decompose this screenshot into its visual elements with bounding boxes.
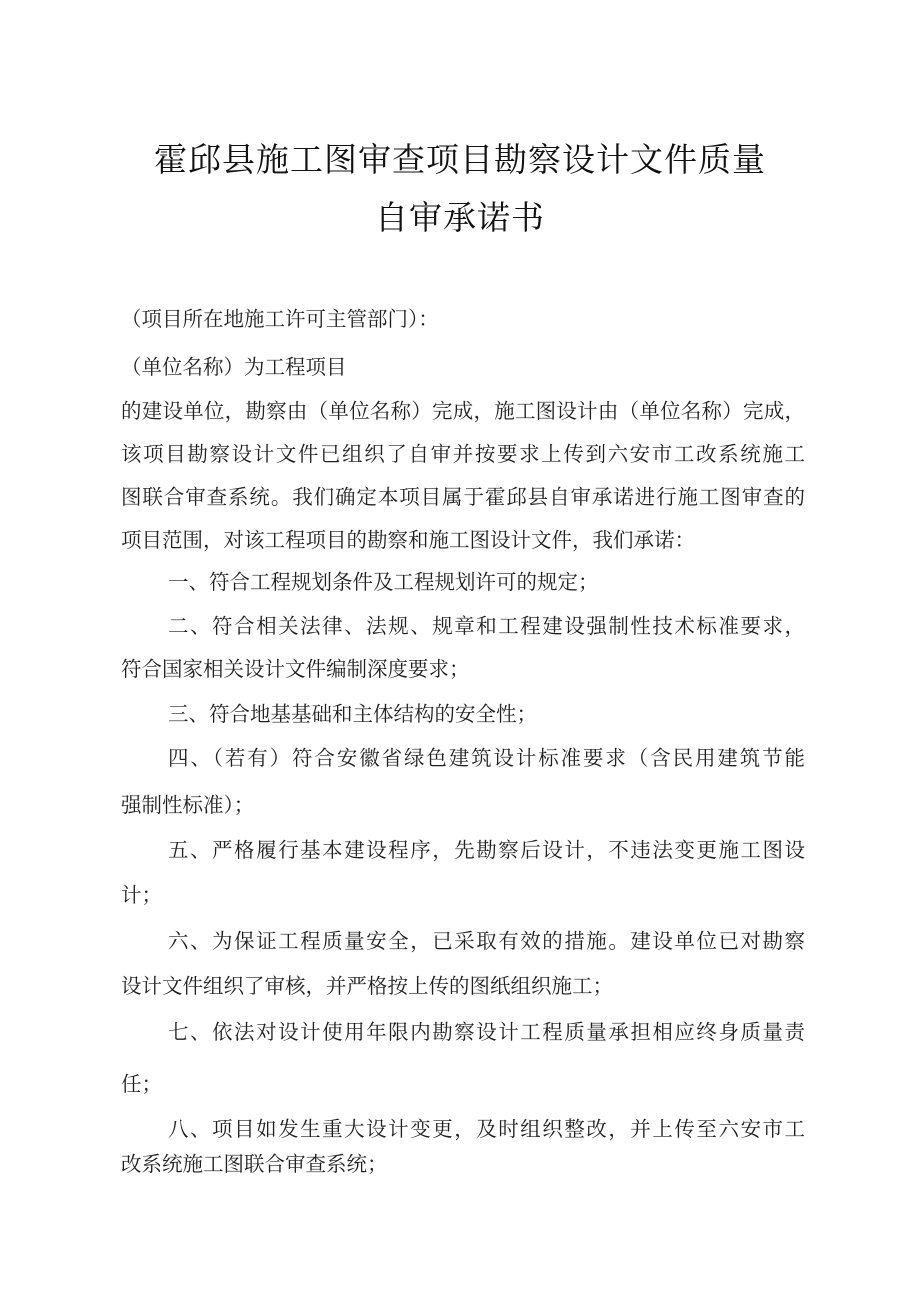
addressee-line: （项目所在地施工许可主管部门）： — [121, 307, 439, 331]
commitment-item-3: 三、符合地基基础和主体结构的安全性； — [168, 702, 537, 726]
intro-line: 图联合审查系统。我们确定本项目属于霍邱县自审承诺进行施工图审查的 — [121, 485, 805, 509]
commitment-item-2: 二、符合相关法律、法规、规章和工程建设强制性技术标准要求， — [168, 614, 805, 638]
commitment-item-5-continued: 计； — [121, 883, 162, 907]
intro-line: 的建设单位，勘察由（单位名称）完成，施工图设计由（单位名称）完成， — [121, 399, 805, 423]
intro-line: 项目范围，对该工程项目的勘察和施工图设计文件，我们承诺： — [121, 528, 695, 552]
commitment-item-6: 六、为保证工程质量安全，已采取有效的措施。建设单位已对勘察 — [168, 929, 805, 953]
commitment-item-7: 七、依法对设计使用年限内勘察设计工程质量承担相应终身质量责 — [168, 1020, 805, 1044]
commitment-item-4-continued: 强制性标准）； — [121, 793, 255, 817]
commitment-item-7-continued: 任； — [121, 1072, 162, 1096]
commitment-item-5: 五、严格履行基本建设程序，先勘察后设计，不违法变更施工图设 — [168, 838, 805, 862]
commitment-item-6-continued: 设计文件组织了审核，并严格按上传的图纸组织施工； — [121, 974, 613, 998]
commitment-item-1: 一、符合工程规划条件及工程规划许可的规定； — [168, 570, 599, 594]
commitment-item-8-continued: 改系统施工图联合审查系统； — [121, 1152, 388, 1176]
unit-name-line: （单位名称）为工程项目 — [121, 355, 347, 379]
intro-line: 该项目勘察设计文件已组织了自审并按要求上传到六安市工改系统施工 — [121, 442, 805, 466]
commitment-item-4: 四、（若有）符合安徽省绿色建筑设计标准要求（含民用建筑节能 — [168, 746, 805, 770]
document-title-line-1: 霍邱县施工图审查项目勘察设计文件质量 — [154, 140, 766, 179]
document-title-line-2: 自审承诺书 — [375, 198, 545, 237]
commitment-item-2-continued: 符合国家相关设计文件编制深度要求； — [121, 657, 470, 681]
commitment-item-8: 八、项目如发生重大设计变更，及时组织整改，并上传至六安市工 — [168, 1117, 805, 1141]
